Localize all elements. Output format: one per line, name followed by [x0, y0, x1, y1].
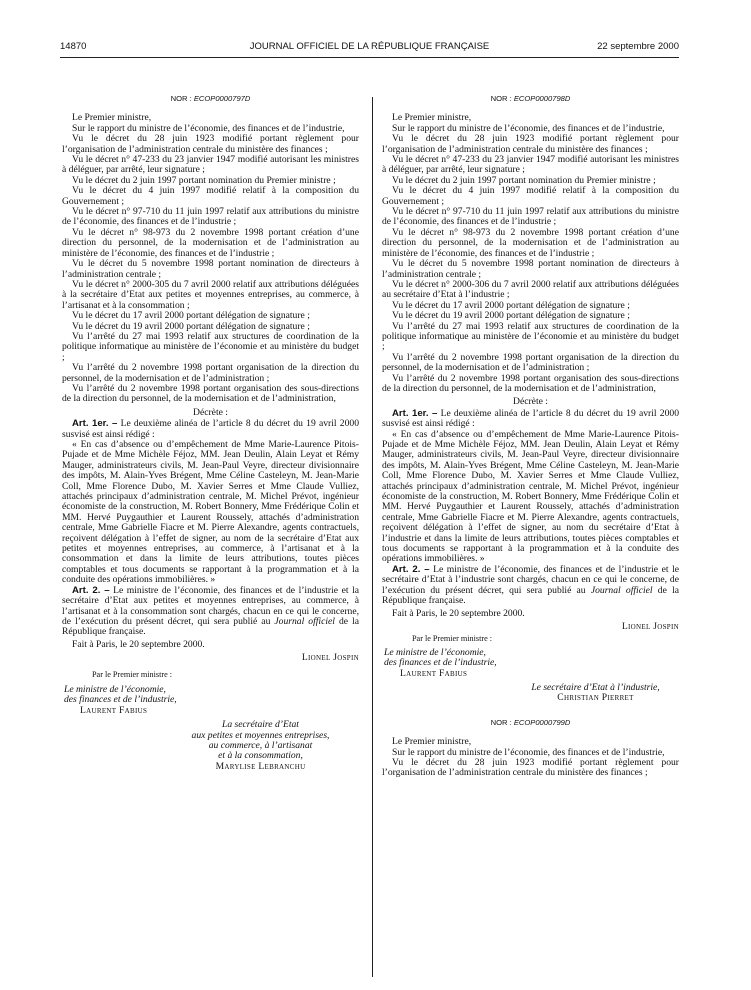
secretary-signature-block [512, 683, 679, 704]
visa-paragraph: Le Premier ministre, [72, 112, 152, 124]
publication-date: 22 septembre 2000 [597, 41, 679, 52]
visa-paragraph: Vu le décret du 19 avril 2000 portant délégation de signature ; [392, 310, 630, 322]
journal-title: JOURNAL OFFICIEL DE LA RÉPUBLIQUE FRANÇAISE [249, 41, 490, 52]
article-2 [62, 586, 359, 638]
visa-paragraph: Vu le décret n° 97-710 du 11 juin 1997 relatif aux attributions du ministre de l’économie, des finances et de l’industrie ; [62, 206, 359, 228]
nor-reference [382, 94, 679, 104]
par-le-premier-ministre: Par le Premier ministre : [412, 634, 493, 644]
header-rule [60, 57, 679, 58]
visa-paragraph: Vu le décret du 28 juin 1923 modifié portant règlement pour l’organisation de l’administration centrale du ministère des finances ; [62, 133, 359, 155]
visa-paragraph: Vu le décret n° 47-233 du 23 janvier 1947 modifié autorisant les ministres à déléguer, par arrêté, leur signature ; [62, 154, 359, 176]
nor-code: ECOP0000799D [513, 717, 571, 727]
visa-paragraph: Vu l’arrêté du 27 mai 1993 relatif aux structures de coordination de la politique informatique au ministère de l’économie et au ministère du budget ; [382, 320, 679, 353]
secretary-name: Marylise Lebranchu [215, 760, 306, 772]
article-2-text: Le ministre de l’économie, des finances et de l’industrie et le secrétaire d’Etat à l’industrie sont chargés, chacun en ce qui le concerne, de l’exécution du présent décret, qui sera publié au [382, 563, 679, 596]
nor-label: NOR : [490, 94, 514, 103]
minister-title-line1: Le ministre de l’économie, [64, 683, 166, 695]
article-1-text: Le deuxième alinéa de l’article 8 du décret du 19 avril 2000 susvisé est ainsi rédigé : [382, 407, 679, 430]
visa-paragraph: Vu l’arrêté du 2 novembre 1998 portant organisation des sous-directions de la direction du personnel, de la modernisation et de l’administration, [382, 372, 679, 394]
nor-reference [62, 94, 359, 104]
visa-paragraph: Vu le décret n° 47-233 du 23 janvier 1947 modifié autorisant les ministres à déléguer, par arrêté, leur signature ; [382, 154, 679, 176]
visa-paragraph: Vu le décret du 28 juin 1923 modifié portant règlement pour l’organisation de l’administration centrale du ministère des finances ; [382, 756, 679, 779]
visas [62, 113, 359, 404]
secretary-title-line3: au commerce, à l’artisanat [208, 739, 313, 751]
visa-paragraph: Vu le décret du 17 avril 2000 portant délégation de signature ; [72, 310, 310, 322]
visa-paragraph: Vu le décret du 5 novembre 1998 portant nomination de directeurs à l’administration centrale ; [62, 258, 359, 280]
visa-paragraph: Vu le décret n° 98-973 du 2 novembre 1998 portant création d’une direction du personnel, de la modernisation et de l’administration au ministère de l’économie, des finances et de l’industrie ; [62, 226, 359, 259]
prime-minister-signature: Lionel Jospin [621, 620, 679, 632]
par-le-premier-ministre: Par le Premier ministre : [92, 669, 173, 679]
secretary-name: Christian Pierret [557, 692, 634, 704]
decrete-heading: Décrète : [193, 406, 228, 418]
article-2-text-end: de la République française. [382, 584, 679, 607]
visa-paragraph: Le Premier ministre, [392, 736, 472, 748]
journal-officiel-ref: Journal officiel [274, 615, 335, 627]
visa-paragraph: Vu l’arrêté du 27 mai 1993 relatif aux structures de coordination de la politique informatique au ministère de l’économie et au ministère du budget ; [62, 330, 359, 363]
article-1-label: Art. 1er. – [72, 418, 118, 430]
visa-paragraph: Vu le décret du 17 avril 2000 portant délégation de signature ; [392, 299, 630, 311]
secretary-title-line4: et à la consommation, [218, 750, 303, 762]
article-1-quote: « En cas d’absence ou d’empêchement de Mme Marie-Laurence Pitois-Pujade et de Mme Michèle Féjoz, MM. Jean Deulin, Alain Leyat et Rémy Mauger, administrateurs civils, M. Jean-Paul Veyre, directeur divisionnaire des impôts, M. Alain-Yves Brégent, Mme Céline Casteleyn, M. Jean-Marie Coll, Mme Florence Dubo, M. Xavier Serres et Mme Claude Vulliez, attachés principaux d’administration centrale, M. Michel Prévot, ingénieur économiste de la construction, M. Robert Bonnery, Mme Frédérique Colin et MM. Hervé Puygauthier et Laurent Roussely, attachés d’administration centrale, Mme Gabrielle Fiacre et M. Pierre Alexandre, agents contractuels, reçoivent délégation à l’effet de signer, au nom de la secrétaire d’Etat aux petites et moyennes entreprises, au commerce, à l’artisanat et à la consommation et dans la limite de leurs attributions, toutes pièces comptables et tous documents se rapportant à la programmation et à la conduite des opérations immobilières. » [62, 439, 359, 586]
page-number: 14870 [60, 41, 87, 52]
nor-code: ECOP0000798D [513, 94, 571, 103]
visa-paragraph: Vu le décret du 28 juin 1923 modifié portant règlement pour l’organisation de l’administration centrale du ministère des finances ; [382, 133, 679, 155]
minister-title-line2: des finances et de l’industrie, [384, 657, 497, 669]
column-divider [372, 97, 373, 977]
minister-title-line1: Le ministre de l’économie, [384, 646, 486, 658]
visa-paragraph: Vu le décret du 2 juin 1997 portant nomination du Premier ministre ; [392, 174, 656, 186]
page-header [60, 41, 679, 55]
article-1-label: Art. 1er. – [392, 407, 438, 419]
visa-paragraph: Vu le décret du 19 avril 2000 portant délégation de signature ; [72, 320, 310, 332]
visas [382, 113, 679, 394]
visa-paragraph: Vu l’arrêté du 2 novembre 1998 portant organisation de la direction du personnel, de la modernisation et de l’administration ; [62, 362, 359, 384]
article-1-text: Le deuxième alinéa de l’article 8 du décret du 19 avril 2000 susvisé est ainsi rédigé : [62, 418, 359, 440]
visa-paragraph: Sur le rapport du ministre de l’économie, des finances et de l’industrie, [392, 746, 665, 758]
secretary-title-line1: La secrétaire d’Etat [222, 719, 299, 731]
decrete-heading: Décrète : [513, 396, 548, 408]
article-1 [62, 419, 359, 440]
article-2-text-end: de la République française. [62, 615, 359, 638]
visa-paragraph: Vu le décret du 2 juin 1997 portant nomination du Premier ministre ; [72, 174, 336, 186]
nor-code: ECOP0000797D [193, 94, 251, 103]
visa-paragraph: Sur le rapport du ministre de l’économie, des finances et de l’industrie, [392, 122, 665, 134]
fait-a-paris: Fait à Paris, le 20 septembre 2000. [392, 607, 525, 619]
article-2-text: Le ministre de l’économie, des finances et de l’industrie et la secrétaire d’Etat aux petites et moyennes entreprises, au commerce, à l’artisanat et à la consommation sont chargés, chacun en ce qui le concerne, de l’exécution du présent décret, qui sera publié au [62, 584, 359, 627]
article-1 [382, 409, 679, 430]
secretary-title: Le secrétaire d’Etat à l’industrie, [531, 681, 660, 693]
article-1-quote: « En cas d’absence ou d’empêchement de Mme Marie-Laurence Pitois-Pujade et de Mme Michèle Féjoz, MM. Jean Deulin, Alain Leyat et Rémy Mauger, administrateurs civils, M. Jean-Paul Veyre, directeur divisionnaire des impôts, M. Alain-Yves Brégent, Mme Céline Casteleyn, M. Jean-Marie Coll, Mme Florence Dubo, M. Xavier Serres et Mme Claude Vulliez, attachés principaux d’administration centrale, M. Michel Prévot, ingénieur économiste de la construction, M. Robert Bonnery, Mme Frédérique Colin et MM. Hervé Puygauthier et Laurent Roussely, attachés d’administration centrale, Mme Gabrielle Fiacre et M. Pierre Alexandre, agents contractuels, reçoivent délégation à l’effet de signer, au nom du secrétaire d’Etat à l’industrie et dans la limite de leurs attributions, toutes pièces comptables et tous documents se rapportant à la programmation et à la conduite des opérations immobilières. » [382, 428, 679, 565]
minister-signature-block [64, 685, 359, 716]
secretary-title-line2: aux petites et moyennes entreprises, [191, 729, 330, 741]
visa-paragraph: Vu le décret n° 2000-306 du 7 avril 2000 relatif aux attributions déléguées au secrétaire d’Etat à l’industrie ; [382, 278, 679, 301]
article-2-label: Art. 2. – [392, 563, 430, 575]
right-column [382, 90, 679, 779]
visa-paragraph: Vu le décret n° 98-973 du 2 novembre 1998 portant création d’une direction du personnel, de la modernisation et de l’administration au ministère de l’économie, des finances et de l’industrie ; [382, 226, 679, 259]
visa-paragraph: Vu le décret n° 2000-305 du 7 avril 2000 relatif aux attributions déléguées à la secrétaire d’Etat aux petites et moyennes entreprises, au commerce, à l’artisanat et à la consommation ; [62, 278, 359, 311]
visa-paragraph: Vu le décret du 4 juin 1997 modifié relatif à la composition du Gouvernement ; [62, 185, 359, 207]
nor-label: NOR : [490, 717, 514, 727]
article-2-label: Art. 2. – [72, 584, 110, 596]
visa-paragraph: Sur le rapport du ministre de l’économie, des finances et de l’industrie, [72, 122, 345, 134]
visa-paragraph: Vu le décret n° 97-710 du 11 juin 1997 relatif aux attributions du ministre de l’économie, des finances et de l’industrie ; [382, 206, 679, 228]
visa-paragraph: Vu l’arrêté du 2 novembre 1998 portant organisation des sous-directions de la direction du personnel, de la modernisation et de l’administration, [62, 382, 359, 405]
visa-paragraph: Vu l’arrêté du 2 novembre 1998 portant organisation de la direction du personnel, de la modernisation et de l’administration ; [382, 351, 679, 374]
visas-2 [382, 737, 679, 779]
visa-paragraph: Vu le décret du 5 novembre 1998 portant nomination de directeurs à l’administration centrale ; [382, 258, 679, 280]
article-2 [382, 565, 679, 607]
fait-a-paris: Fait à Paris, le 20 septembre 2000. [72, 638, 205, 650]
journal-officiel-ref: Journal officiel [590, 584, 653, 596]
nor-reference-2 [382, 718, 679, 728]
minister-signature-block [384, 648, 679, 679]
nor-label: NOR : [170, 94, 194, 103]
secretary-signature-block [162, 720, 359, 772]
visa-paragraph: Le Premier ministre, [392, 112, 472, 124]
left-column [62, 90, 359, 772]
prime-minister-signature: Lionel Jospin [301, 652, 359, 664]
minister-name: Laurent Fabius [80, 704, 148, 716]
visa-paragraph: Vu le décret du 4 juin 1997 modifié relatif à la composition du Gouvernement ; [382, 185, 679, 207]
minister-name: Laurent Fabius [400, 667, 468, 679]
minister-title-line2: des finances et de l’industrie, [64, 694, 177, 706]
